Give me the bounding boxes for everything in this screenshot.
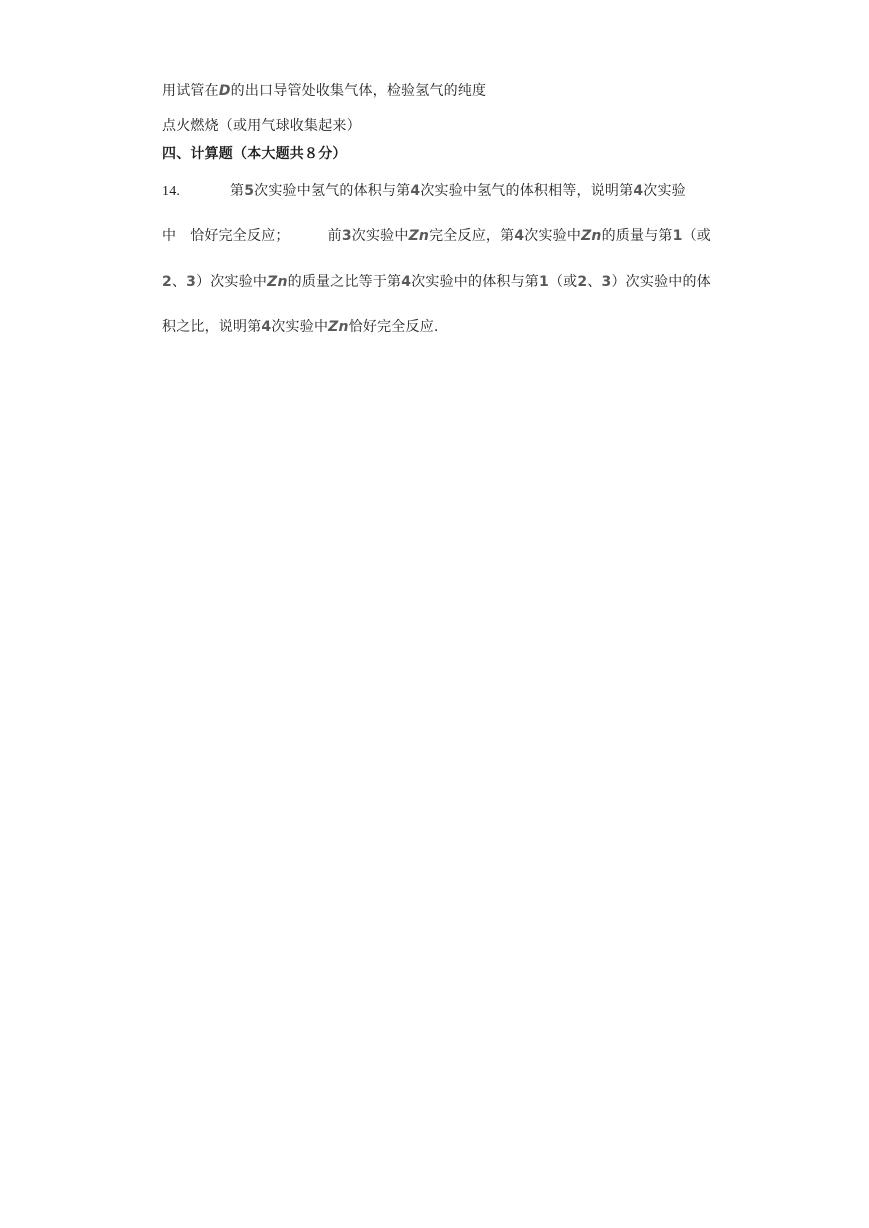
- answer-line-hydrogen-purity: [162, 80, 486, 100]
- text-segment: ）次实验中的体: [611, 274, 711, 290]
- answer-line-ignite: 点火燃烧（或用气球收集起来）: [162, 118, 361, 134]
- math-number: 2: [162, 274, 172, 290]
- text-segment: 次实验中: [271, 319, 329, 335]
- text-segment: 次实验中: [524, 228, 582, 244]
- text-segment: ）次实验中: [196, 274, 268, 290]
- text-segment: 的质量之比等于第: [287, 274, 402, 290]
- question-14-line-2: [162, 225, 711, 245]
- math-number: 3: [341, 228, 352, 244]
- text-segment: 、: [171, 274, 187, 290]
- text-segment: 积之比，说明第: [162, 319, 262, 335]
- question-14-line-1: [162, 180, 686, 200]
- text-segment: 的质量与第: [601, 228, 673, 244]
- math-zn: Zn: [328, 319, 349, 335]
- math-zn: Zn: [408, 228, 430, 244]
- text-segment: 中: [162, 228, 177, 244]
- math-zn: Zn: [581, 228, 602, 244]
- math-number: 1: [672, 228, 683, 244]
- text-segment: 第: [230, 183, 245, 199]
- question-14-line-4: [162, 316, 439, 336]
- text-segment: 次实验中氢气的体积相等，说明第: [420, 183, 634, 199]
- text-segment: 次实验: [643, 183, 686, 199]
- text-segment: 次实验中: [351, 228, 409, 244]
- text-segment: 、: [587, 274, 602, 290]
- text-segment: 次实验中氢气的体积与第: [254, 183, 411, 199]
- section-title: 四、计算题（本大题共８分）: [162, 146, 347, 162]
- text-segment: （或: [548, 274, 578, 290]
- math-number: 2: [577, 274, 588, 290]
- question-number: 14.: [162, 184, 181, 199]
- math-number: 4: [514, 228, 525, 244]
- math-zn: Zn: [267, 274, 288, 290]
- text-segment: 完全反应，第: [429, 228, 515, 244]
- text-segment: 恰好完全反应.: [348, 319, 439, 335]
- text-segment: 前: [327, 228, 342, 244]
- math-number: 4: [261, 319, 272, 335]
- math-number: 4: [633, 183, 644, 199]
- variable-d: D: [218, 83, 231, 99]
- text-segment: 恰好完全反应；: [190, 228, 290, 244]
- math-number: 3: [186, 274, 197, 290]
- math-number: 4: [401, 274, 412, 290]
- math-number: 1: [539, 274, 549, 290]
- math-number: 4: [410, 183, 421, 199]
- text-segment: （或: [682, 228, 711, 244]
- text-segment: 的出口导管处收集气体，检验氢气的纯度: [230, 83, 487, 99]
- math-number: 5: [244, 183, 255, 199]
- question-14-line-3: [162, 271, 711, 291]
- math-number: 3: [601, 274, 612, 290]
- text-segment: 用试管在: [162, 83, 219, 99]
- text-segment: 次实验中的体积与第: [411, 274, 540, 290]
